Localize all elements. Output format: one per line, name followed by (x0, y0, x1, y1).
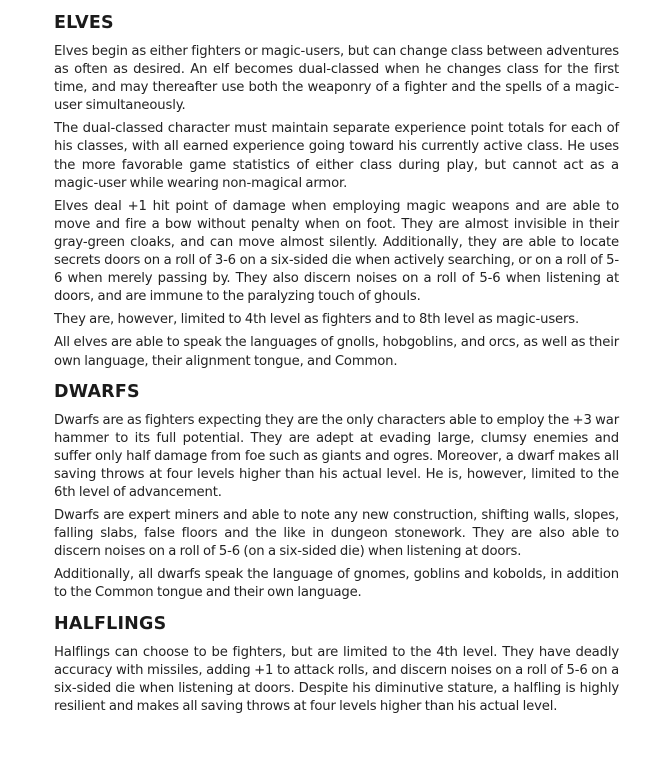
paragraph: They are, however, limited to 4th level as fighters and to 8th level as magic-users. (54, 312, 580, 328)
paragraph: Elves begin as either fighters or magic-users, but can change class between adventures as often as desired. An elf becomes dual-classed when he changes class for the first time, and may thereafter use both the weaponry of a fighter and the spells of a magic-user simultaneously. (54, 44, 619, 114)
section-elves (54, 10, 619, 371)
section-halflings (54, 611, 619, 716)
section-heading-halflings: HALFLINGS (54, 613, 167, 634)
paragraph: Additionally, all dwarfs speak the language of gnomes, goblins and kobolds, in addition to the Common tongue and their own language. (54, 567, 619, 601)
paragraph: Dwarfs are expert miners and able to note any new construction, shifting walls, slopes, falling slabs, false floors and the like in dungeon stonework. They are also able to discern noises on a roll of 5-6 (on a six-sided die) when listening at doors. (54, 508, 619, 560)
paragraph: Elves deal +1 hit point of damage when employing magic weapons and are able to move and fire a bow without penalty when on foot. They are almost invisible in their gray-green cloaks, and can move almost silently. Additionally, they are able to locate secrets doors on a roll of 3-6 on a six-sided die when actively searching, or on a roll of 5-6 when merely passing by. They also discern noises on a roll of 5-6 when listening at doors, and are immune to the paralyzing touch of ghouls. (54, 198, 619, 305)
paragraph: Halflings can choose to be fighters, but are limited to the 4th level. They have deadly accuracy with missiles, adding +1 to attack rolls, and discern noises on a roll of 5-6 on a six-sided die when listening at doors. Despite his diminutive stature, a halfling is highly resilient and makes all saving throws at four levels higher than his actual level. (54, 644, 619, 714)
document-page (54, 10, 619, 724)
section-dwarfs (54, 379, 619, 603)
paragraph: Dwarfs are as fighters expecting they are the only characters able to employ the +3 war hammer to its full potential. They are adept at evading large, clumsy enemies and suffer only half damage from foe such as giants and ogres. Moreover, a dwarf makes all saving throws at four levels higher than his actual level. He is, however, limited to the 6th level of advancement. (54, 412, 619, 500)
paragraph: All elves are able to speak the languages of gnolls, hobgoblins, and orcs, as well as their own language, their alignment tongue, and Common. (54, 335, 619, 369)
section-heading-elves: ELVES (54, 13, 114, 33)
section-heading-dwarfs: DWARFS (54, 381, 140, 402)
paragraph: The dual-classed character must maintain separate experience point totals for each of his classes, with all earned experience going toward his currently active class. He uses the more favorable game statistics of either class during play, but cannot act as a magic-user while wearing non-magical armor. (54, 121, 619, 191)
